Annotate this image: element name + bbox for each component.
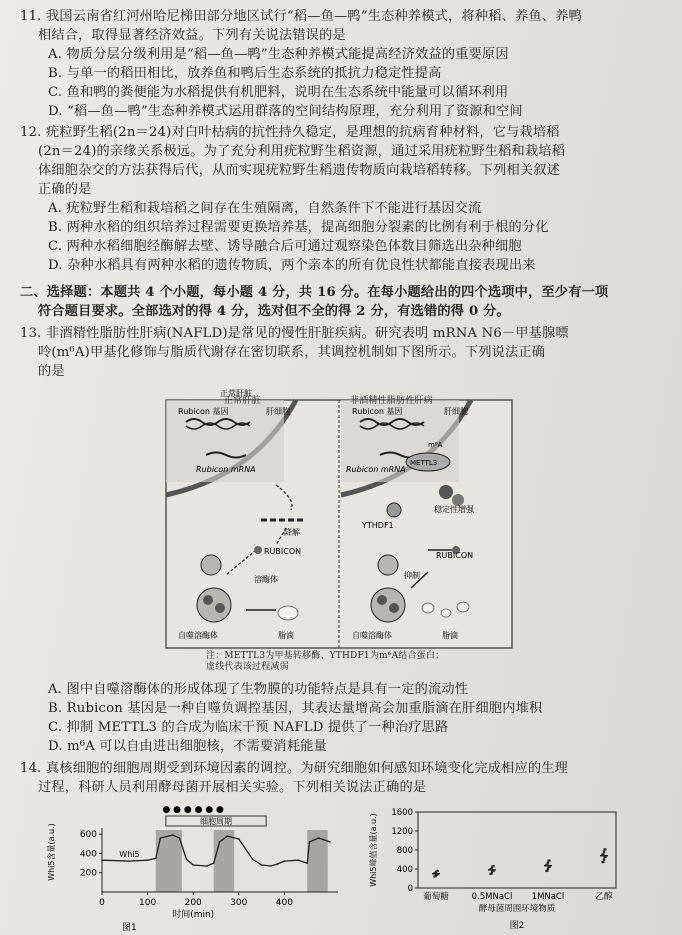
q13-mechanism-diagram: [166, 389, 512, 648]
fig1-xlabel: 时间(min): [172, 910, 215, 920]
fig1-ytick-label-2: 600: [79, 830, 97, 841]
q13-option-d: D. m⁶A 可以自由进出细胞核，不需要消耗能量: [48, 739, 327, 754]
label-lysosome-left: 溶酶体: [254, 575, 278, 584]
label-m6a: m⁶A: [428, 441, 443, 449]
q11-option-a: A. 物质分层分级利用是“稻—鱼—鸭”生态种养模式能提高经济效益的重要原因: [48, 47, 509, 62]
fig2-ytick-label-1: 400: [396, 865, 413, 875]
label-lipid-left: 脂滴: [278, 631, 294, 640]
q11-option-d: D. “稻—鱼—鸭”生态种养模式运用群落的空间结构原理，充分利用了资源和空间: [48, 104, 523, 119]
q14-stem-line2: 过程，科研人员利用酵母菌开展相关实验。下列相关说法正确的是: [38, 780, 427, 795]
fig1-point-6: [179, 837, 181, 839]
label-inhibit: 抑制: [404, 571, 420, 580]
fig1-ytick-label-1: 400: [79, 849, 97, 860]
diagram-note-line2: 虚线代表该过程减弱: [206, 662, 289, 672]
label-gene-right: Rubicon 基因: [352, 407, 403, 416]
fig1-point-0: [101, 859, 103, 861]
rubicon-protein-left: [254, 546, 262, 554]
fig2-category-label-3: 乙醇: [595, 892, 613, 902]
fig2-ytick-label-3: 1200: [391, 827, 413, 837]
fig2-category-label-2: 1MNaCl: [531, 892, 565, 902]
fig2-point-0-5: [436, 870, 439, 873]
label-autolysosome-left: 自噬溶酶体: [178, 631, 218, 640]
fig2-point-2-5: [548, 859, 551, 862]
fig2-point-3-0: [601, 861, 604, 864]
fig1-point-19: [297, 859, 299, 861]
q12-option-b: B. 两种水稻的组织培养过程需要更换培养基，提高细胞分裂素的比例有利于根的分化: [48, 220, 549, 235]
fig1-point-10: [213, 862, 215, 864]
fig2-ytick-label-0: 0: [407, 884, 413, 894]
fig1-point-18: [284, 860, 286, 862]
fig1-point-11: [219, 841, 221, 843]
fig1-point-20: [306, 862, 308, 864]
fig1-title: 细胞周期: [200, 817, 232, 826]
label-mettl3: METTL3: [410, 459, 438, 467]
diagram-title-right: 非酒精性脂肪性肝病: [350, 396, 433, 406]
fig1-point-4: [160, 837, 162, 839]
stabilized-mrna: [439, 485, 453, 499]
figure1-chart: [40, 800, 350, 932]
label-protein-right: RUBICON: [436, 551, 474, 560]
q13-stem-line3: 的是: [38, 364, 65, 379]
lysosome-right: [378, 555, 398, 575]
fig2-xlabel: 酵母菌周围环境物质: [478, 904, 556, 914]
fig2-ytick-label-4: 1600: [391, 808, 413, 818]
ythdf1-shape: [387, 503, 401, 517]
label-degrade: 降解: [284, 528, 300, 537]
q13-option-a: A. 图中自噬溶酶体的形成体现了生物膜的功能特点是具有一定的流动性: [48, 682, 469, 697]
q14-stem-line1: 14. 真核细胞的细胞周期受到环境因素的调控。为研究细胞如何感知环境变化完成相应的生理: [20, 761, 569, 776]
fig1-point-21: [309, 841, 311, 843]
q13-option-b: B. Rubicon 基因是一种自噬负调控基因，其表达量增高会加重脂滴在肝细胞内堆积: [48, 701, 543, 716]
fig2-caption: 图2: [509, 921, 525, 931]
fig1-point-14: [252, 858, 254, 860]
label-mrna-right: Rubicon mRNA: [346, 465, 406, 474]
fig1-xtick-label-3: 300: [230, 898, 248, 908]
fig1-point-16: [270, 865, 272, 867]
fig1-xtick-label-4: 400: [275, 898, 293, 908]
q12-stem-line1: 12. 疣粒野生稻(2n＝24)对白叶枯病的抗性持久稳定，是理想的抗病育种材料，它与栽培稻: [20, 125, 560, 140]
lipid-droplet-right: [422, 603, 434, 613]
fig1-point-8: [192, 864, 194, 866]
q13-stem-line2: 呤(m⁶A)甲基化修饰与脂质代谢存在密切联系，其调控机制如下图所示。下列说法正确: [38, 345, 546, 360]
fig1-point-7: [186, 858, 188, 860]
q13-option-c: C. 抑制 METTL3 的合成为临床干预 NAFLD 提供了一种治疗思路: [48, 720, 449, 735]
label-stability: 稳定性增强: [434, 505, 474, 514]
label-ythdf1: YTHDF1: [362, 521, 394, 530]
label-cell-right: 肝细胞: [444, 407, 468, 416]
q11-option-b: B. 与单一的稻田相比，放养鱼和鸭后生态系统的抵抗力稳定性提高: [48, 66, 442, 81]
q12-stem-line3: 体细胞杂交的方法获得后代，从而实现疣粒野生稻遗传物质向栽培稻转移。下列相关叙述: [38, 163, 561, 178]
fig1-point-3: [155, 857, 157, 859]
autolysosome-right: [371, 588, 405, 622]
fig1-point-9: [206, 865, 208, 867]
fig1-point-1: [129, 860, 131, 862]
fig2-ytick-label-2: 800: [396, 846, 413, 856]
fig2-category-label-0: 葡萄糖: [423, 892, 449, 902]
autolysosome-left: [197, 588, 231, 622]
label-mrna-left: Rubicon mRNA: [196, 465, 256, 474]
fig1-cells-label: ● ● ● ● ● ●: [162, 805, 224, 815]
q12-option-d: D. 杂种水稻具有两种水稻的遗传物质，两个亲本的所有优良性状都能直接表现出来: [48, 258, 536, 273]
label-protein-left: RUBICON: [264, 547, 302, 556]
q11-stem-line1: 11. 我国云南省红河州哈尼梯田部分地区试行“稻—鱼—鸭”生态种养模式，将种稻、养鱼、养鸭: [20, 9, 582, 24]
lysosome-left: [201, 555, 221, 575]
fig1-band-2: [307, 830, 328, 892]
q12-option-a: A. 疣粒野生稻和栽培稻之间存在生殖隔离，自然条件下不能进行基因交流: [48, 201, 482, 216]
lipid-droplet-left: [278, 606, 298, 620]
diagram-title-left: 正常肝脏: [224, 396, 261, 406]
fig1-series-label: Whi5: [119, 850, 140, 860]
fig2-category-label-1: 0.5MNaCl: [471, 892, 513, 902]
label-autolysosome-right: 自噬溶酶体: [352, 631, 392, 640]
fig2-point-3-5: [604, 848, 607, 851]
q12-option-c: C. 两种水稻细胞经酶解去壁、诱导融合后可通过观察染色体数目筛选出杂种细胞: [48, 239, 522, 254]
fig1-point-22: [318, 837, 320, 839]
label-lipid-right: 脂滴: [442, 631, 458, 640]
section2-heading-line2: 符合题目要求。全部选对的得 4 分，选对但不全的得 2 分，有选错的得 0 分。: [38, 304, 510, 319]
q13-stem-line1: 13. 非酒精性脂肪性肝病(NAFLD)是常见的慢性肝脏疾病。研究表明 mRNA N6－甲基腺嘌: [20, 326, 569, 341]
q11-option-c: C. 鱼和鸭的粪便能为水稻提供有机肥料，说明在生态系统中能量可以循环利用: [48, 85, 509, 100]
figure2-chart: [366, 800, 642, 932]
fig1-point-13: [238, 838, 240, 840]
fig1-point-2: [147, 859, 149, 861]
q12-stem-line2: (2n＝24)的亲缘关系极远。为了充分利用疣粒野生稻资源，通过采用疣粒野生稻和栽培稻: [38, 144, 566, 159]
q12-stem-line4: 正确的是: [38, 182, 92, 197]
fig2-ylabel: Whi5峰值含量(a.u.): [369, 813, 378, 887]
q11-stem-line2: 相结合，取得显著经济效益。下列有关说法错误的是: [38, 28, 346, 43]
label-cell-left: 肝细胞: [266, 407, 290, 416]
fig1-point-23: [329, 841, 331, 843]
left-panel-title: 正常肝脏: [220, 389, 252, 398]
section2-heading-line1: 二、选择题：本题共 4 个小题，每小题 4 分，共 16 分。在每小题给出的四个选项中，至少有一项: [20, 285, 609, 300]
fig1-point-15: [261, 864, 263, 866]
label-gene-left: Rubicon 基因: [178, 407, 229, 416]
fig2-point-1-5: [492, 865, 495, 868]
fig1-point-12: [227, 835, 229, 837]
diagram-note-line1: 注：METTL3为甲基转移酶、YTHDF1为m⁶A结合蛋白；: [206, 651, 445, 661]
fig1-xtick-label-2: 200: [184, 898, 202, 908]
fig1-xtick-label-1: 100: [139, 898, 157, 908]
fig1-point-17: [277, 863, 279, 865]
fig1-xtick-label-0: 0: [99, 898, 105, 908]
fig1-ytick-label-0: 200: [79, 868, 97, 879]
fig2-plot-frame: [418, 812, 616, 888]
fig1-ylabel: Whi5含量(a.u.): [47, 823, 56, 881]
fig1-caption: 图1: [121, 923, 137, 933]
fig1-point-5: [172, 834, 174, 836]
